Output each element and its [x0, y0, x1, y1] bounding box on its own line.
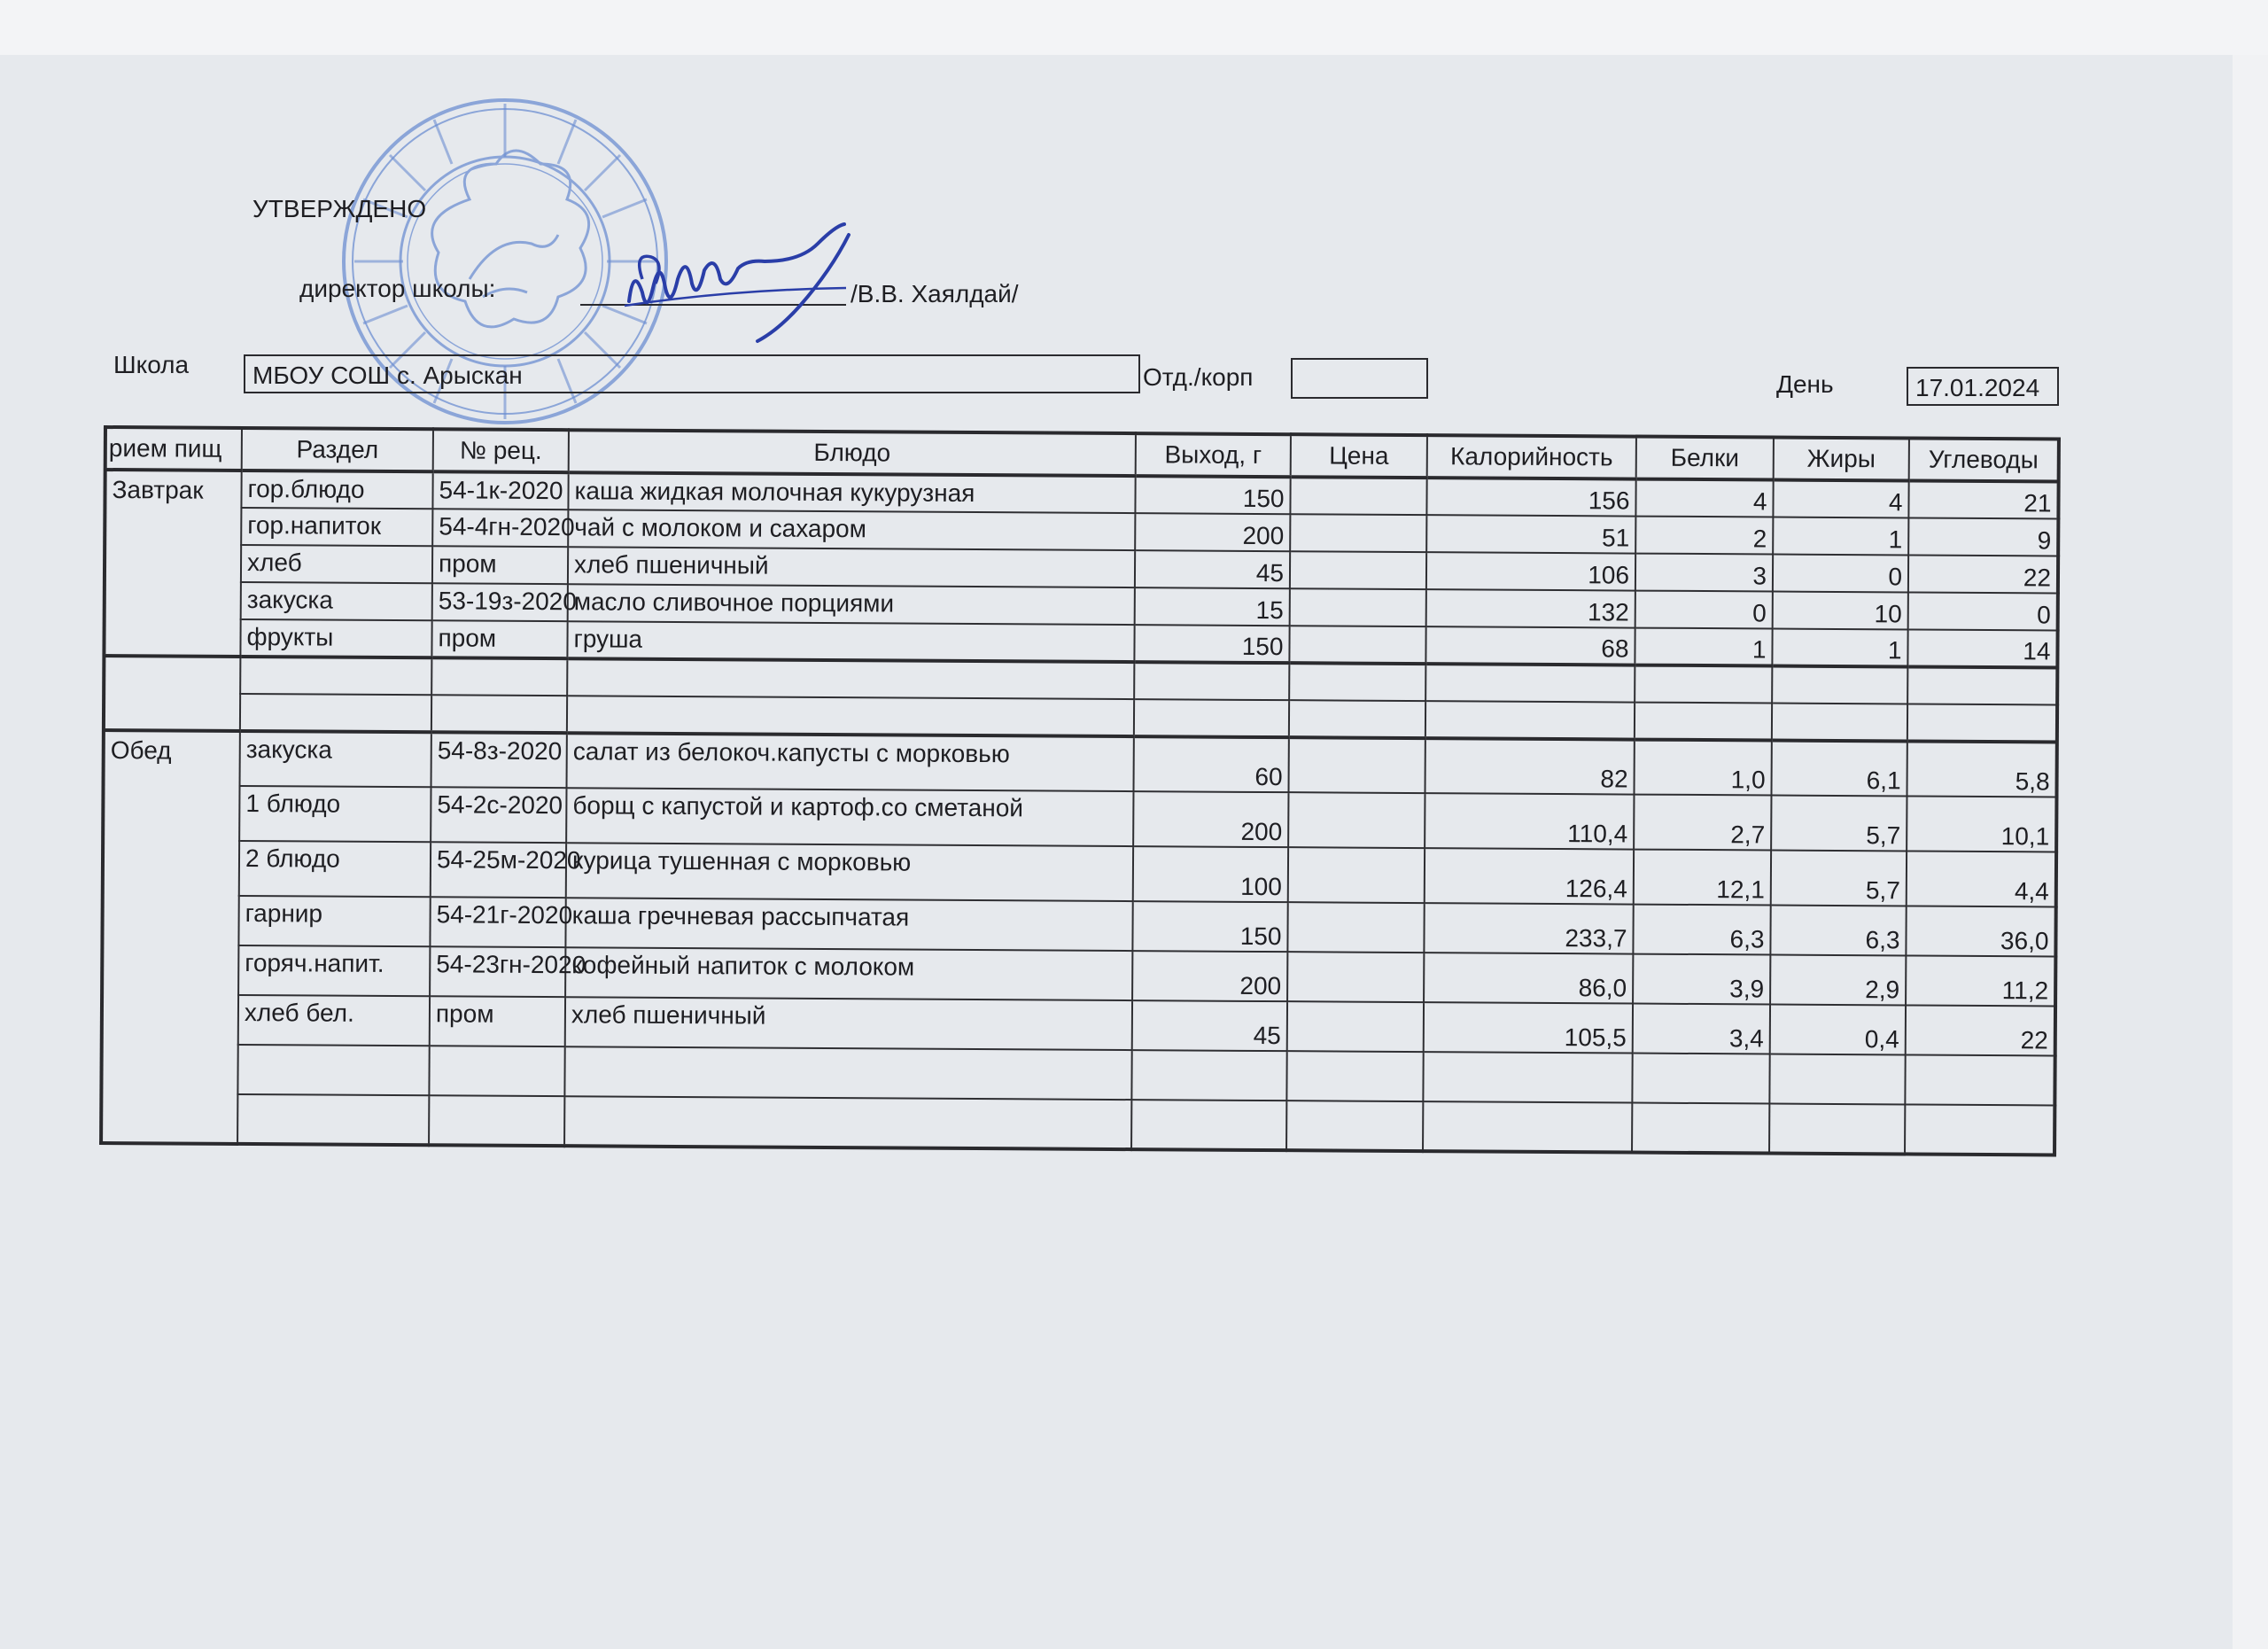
carbs-cell: 10,1: [1907, 796, 2056, 852]
yield-cell: 200: [1132, 951, 1287, 1001]
section-cell: 2 блюдо: [239, 841, 431, 897]
protein-cell: 0: [1635, 591, 1773, 629]
col-protein-header: Белки: [1636, 437, 1774, 480]
yield-cell: 15: [1135, 587, 1290, 626]
empty-cell: [1772, 704, 1907, 742]
recipe-cell: 54-21г-2020: [430, 897, 565, 947]
recipe-cell: 54-25м-2020: [431, 842, 566, 898]
kcal-cell: 105,5: [1424, 1002, 1633, 1053]
carbs-cell: 22: [1908, 555, 2058, 593]
empty-cell: [1772, 666, 1907, 704]
recipe-cell: пром: [432, 546, 568, 584]
recipe-cell: пром: [431, 620, 567, 658]
empty-cell: [431, 657, 567, 696]
lunch-section: [101, 730, 2057, 1155]
dept-label: Отд./корп: [1143, 363, 1254, 391]
dept-field[interactable]: [1291, 358, 1428, 399]
col-price-header: Цена: [1291, 434, 1427, 478]
section-cell: закуска: [240, 731, 431, 787]
protein-cell: 2,7: [1634, 795, 1771, 851]
empty-cell: [1286, 1101, 1423, 1151]
col-section-header: Раздел: [242, 428, 433, 471]
price-cell: [1287, 952, 1424, 1002]
carbs-cell: 11,2: [1906, 955, 2055, 1006]
carbs-cell: 4,4: [1907, 851, 2056, 906]
empty-cell: [1907, 666, 2057, 704]
protein-cell: 2: [1635, 517, 1773, 555]
empty-cell: [1286, 1051, 1423, 1101]
director-name: /В.В. Хаялдай/: [850, 280, 1019, 307]
price-cell: [1288, 847, 1425, 903]
director-label: директор школы:: [299, 275, 496, 302]
director-signature-icon: [611, 217, 868, 350]
empty-cell: [1905, 1104, 2054, 1155]
empty-cell: [240, 657, 431, 695]
empty-cell: [1131, 1100, 1286, 1150]
empty-cell: [1134, 662, 1289, 700]
empty-cell: [1423, 1101, 1632, 1152]
empty-cell: [564, 1096, 1131, 1149]
empty-cell: [1425, 701, 1635, 739]
paper-right-edge: [2233, 55, 2268, 1649]
price-cell: [1290, 514, 1426, 552]
dish-cell: каша жидкая молочная кукурузная: [568, 472, 1135, 513]
empty-cell: [564, 1046, 1131, 1100]
day-field[interactable]: 17.01.2024: [1907, 367, 2059, 406]
snack-section-empty: [104, 656, 2057, 742]
recipe-cell: 54-23гн-2020: [430, 946, 565, 997]
kcal-cell: 156: [1426, 478, 1635, 516]
dish-cell: чай с молоком и сахаром: [568, 509, 1135, 550]
kcal-cell: 51: [1426, 515, 1635, 553]
empty-cell: [1907, 704, 2057, 742]
carbs-cell: 22: [1906, 1005, 2055, 1055]
dish-cell: кофейный напиток с молоком: [565, 947, 1132, 1000]
empty-cell: [567, 658, 1134, 699]
empty-cell: [1425, 664, 1635, 702]
empty-cell: [1769, 1104, 1905, 1155]
fat-cell: 5,7: [1771, 796, 1907, 852]
section-cell: фрукты: [240, 619, 431, 657]
meal-cell-empty: [104, 656, 241, 731]
empty-cell: [240, 694, 431, 732]
meal-cell-breakfast: Завтрак: [104, 470, 241, 657]
dish-cell: борщ с капустой и картоф.со сметаной: [566, 788, 1133, 846]
empty-cell: [429, 1095, 564, 1146]
paper-top-edge: [0, 0, 2268, 55]
empty-cell: [237, 1045, 429, 1095]
col-meal-header: рием пищ: [105, 427, 242, 471]
price-cell: [1290, 551, 1426, 589]
yield-cell: 45: [1132, 1000, 1287, 1051]
protein-cell: 1: [1635, 628, 1772, 666]
carbs-cell: 14: [1907, 629, 2057, 667]
empty-cell: [1769, 1054, 1905, 1105]
col-recipe-header: № рец.: [433, 429, 569, 472]
kcal-cell: 82: [1425, 738, 1634, 794]
empty-cell: [237, 1094, 429, 1145]
fat-cell: 0,4: [1770, 1005, 1906, 1055]
empty-cell: [1134, 699, 1289, 737]
price-cell: [1290, 588, 1426, 626]
dish-cell: хлеб пшеничный: [568, 547, 1135, 587]
section-cell: хлеб бел.: [238, 995, 430, 1046]
price-cell: [1288, 737, 1425, 793]
carbs-cell: 5,8: [1907, 741, 2056, 797]
recipe-cell: 54-1к-2020: [432, 471, 568, 509]
col-dish-header: Блюдо: [569, 430, 1136, 476]
breakfast-section: [104, 470, 2058, 667]
fat-cell: 10: [1773, 592, 1908, 630]
recipe-cell: пром: [430, 996, 565, 1046]
col-fat-header: Жиры: [1774, 438, 1909, 481]
empty-cell: [1423, 1052, 1632, 1102]
empty-cell: [567, 696, 1134, 736]
kcal-cell: 233,7: [1424, 903, 1633, 953]
fat-cell: 6,3: [1770, 906, 1906, 956]
yield-cell: 150: [1132, 901, 1287, 952]
carbs-cell: 0: [1908, 592, 2058, 630]
protein-cell: 3,4: [1633, 1004, 1770, 1054]
fat-cell: 4: [1773, 480, 1908, 518]
price-cell: [1287, 1001, 1424, 1052]
approved-label: УТВЕРЖДЕНО: [252, 195, 427, 222]
empty-cell: [1632, 1054, 1769, 1104]
fat-cell: 5,7: [1771, 851, 1907, 906]
school-label: Школа: [113, 351, 190, 378]
section-cell: 1 блюдо: [239, 786, 431, 842]
dish-cell: каша гречневая рассыпчатая: [565, 898, 1132, 951]
empty-cell: [1905, 1054, 2054, 1105]
price-cell: [1288, 792, 1425, 848]
dish-cell: хлеб пшеничный: [565, 997, 1132, 1050]
empty-cell: [429, 1046, 564, 1096]
menu-table: [99, 425, 2061, 1156]
day-label: День: [1776, 370, 1834, 398]
col-carbs-header: Углеводы: [1909, 438, 2059, 481]
fat-cell: 1: [1772, 629, 1907, 667]
col-yield-header: Выход, г: [1136, 433, 1291, 477]
section-cell: гор.блюдо: [241, 471, 432, 509]
empty-cell: [1289, 663, 1425, 701]
empty-cell: [1635, 703, 1772, 741]
protein-cell: 6,3: [1633, 905, 1770, 955]
section-cell: закуска: [241, 582, 432, 620]
yield-cell: 200: [1135, 513, 1290, 551]
recipe-cell: 54-8з-2020: [431, 732, 567, 788]
recipe-cell: 53-19з-2020: [432, 583, 568, 621]
section-cell: гор.напиток: [241, 508, 432, 546]
fat-cell: 2,9: [1770, 955, 1906, 1006]
recipe-cell: 54-2с-2020: [431, 787, 566, 843]
protein-cell: 3,9: [1633, 954, 1770, 1005]
fat-cell: 1: [1773, 517, 1908, 556]
dish-cell: масло сливочное порциями: [568, 584, 1135, 625]
col-kcal-header: Калорийность: [1427, 435, 1636, 478]
carbs-cell: 36,0: [1906, 906, 2055, 956]
protein-cell: 3: [1635, 554, 1773, 592]
empty-cell: [1289, 700, 1425, 738]
school-field[interactable]: МБОУ СОШ с. Арыскан: [244, 354, 1140, 393]
yield-cell: 45: [1135, 550, 1290, 588]
dish-cell: груша: [567, 621, 1134, 662]
kcal-cell: 110,4: [1425, 793, 1634, 849]
fat-cell: 6,1: [1771, 741, 1907, 797]
yield-cell: 150: [1135, 476, 1290, 514]
protein-cell: 1,0: [1634, 740, 1771, 796]
yield-cell: 150: [1134, 625, 1289, 663]
carbs-cell: 9: [1908, 517, 2058, 556]
section-cell: горяч.напит.: [238, 945, 430, 996]
empty-cell: [431, 695, 567, 733]
protein-cell: 4: [1635, 479, 1773, 517]
yield-cell: 60: [1133, 736, 1288, 792]
price-cell: [1289, 626, 1425, 664]
carbs-cell: 21: [1908, 480, 2058, 518]
section-cell: хлеб: [241, 545, 432, 583]
empty-cell: [1632, 1103, 1769, 1154]
meal-cell-lunch: Обед: [101, 730, 240, 1144]
dish-cell: курица тушенная с морковью: [566, 843, 1133, 901]
section-cell: гарнир: [238, 896, 430, 946]
kcal-cell: 86,0: [1424, 953, 1633, 1003]
price-cell: [1287, 902, 1424, 953]
empty-cell: [1635, 665, 1772, 704]
fat-cell: 0: [1773, 555, 1908, 593]
empty-cell: [1131, 1050, 1286, 1101]
dish-cell: салат из белокоч.капусты с морковью: [567, 733, 1134, 791]
protein-cell: 12,1: [1634, 850, 1771, 906]
recipe-cell: 54-4гн-2020: [432, 509, 568, 547]
price-cell: [1290, 477, 1426, 515]
kcal-cell: 106: [1426, 552, 1635, 590]
kcal-cell: 68: [1425, 626, 1635, 665]
yield-cell: 200: [1133, 791, 1288, 847]
kcal-cell: 132: [1426, 589, 1635, 627]
kcal-cell: 126,4: [1425, 848, 1634, 904]
yield-cell: 100: [1133, 846, 1288, 902]
